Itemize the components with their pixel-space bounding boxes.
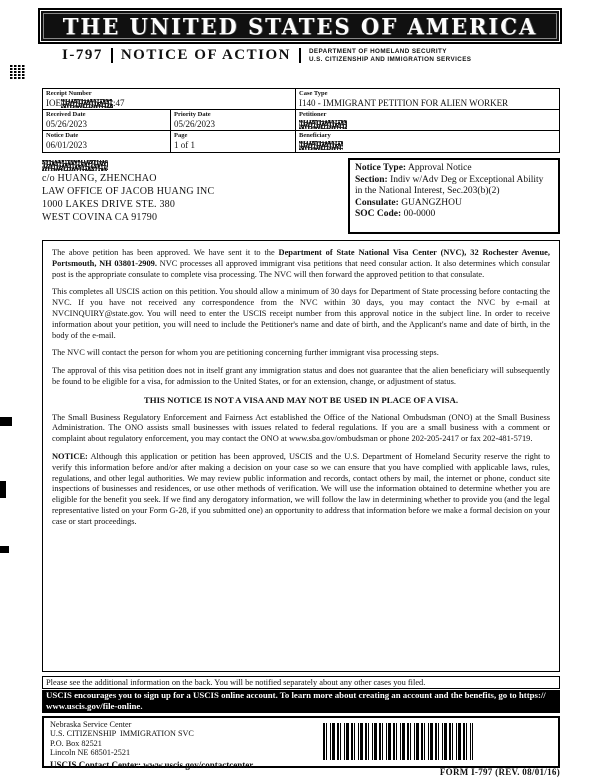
table-row	[43, 89, 559, 110]
form-revision-label: FORM I-797 (REV. 08/01/16)	[439, 767, 560, 777]
barcode	[323, 723, 473, 760]
visa-warning-line: THIS NOTICE IS NOT A VISA AND MAY NOT BE USED IN PLACE OF A VISA.	[143, 394, 459, 405]
receipt-prefix: IOE	[46, 98, 61, 108]
nvc-address-bold: Department of State National Visa Center (NVC), 32 Rochester Avenue, Portsmouth, NH 03801-2909.	[52, 248, 550, 268]
paragraph-text: The above petition has been approved. We have sent it to the	[52, 248, 279, 257]
case-type-label: Case Type	[299, 90, 328, 97]
beneficiary-cell	[296, 131, 559, 152]
receipt-number-value	[46, 98, 292, 109]
address-line: c/o HUANG, ZHENCHAO	[42, 173, 157, 184]
matrix-barcode-icon	[10, 64, 25, 79]
received-date-label: Received Date	[46, 111, 86, 118]
consulate-line	[355, 198, 553, 210]
usa-banner	[38, 8, 562, 44]
body-paragraph-6	[52, 452, 550, 528]
notice-date-cell	[43, 131, 171, 152]
notice-of-action-title: NOTICE OF ACTION	[120, 47, 291, 63]
priority-date-label: Priority Date	[174, 111, 211, 118]
online-bar-line1: USCIS encourages you to sign up for a USCIS online account. To learn more about creating an account and the benefits, go to https://	[46, 690, 546, 700]
redacted-recipient-name	[42, 159, 214, 172]
scan-artifact	[0, 417, 12, 426]
address-line: WEST COVINA CA 91790	[42, 212, 158, 223]
body-paragraph-3: The NVC will contact the person for whom you are petitioning concerning further immigrant visa processing steps.	[52, 348, 439, 358]
case-type-cell	[296, 89, 559, 109]
paragraph-text: Although this application or petition has been approved, USCIS and the U.S. Department of Homeland Security reserve the right to verify this information before and/or after making a decision on your case so we can ensure that you have complied with applicable laws, rules, regulations, and other legal authorities. We may review public information and records, contact others by mail, the internet or phone, conduct site inspections of businesses and residences, or use other methods of verification. We will use the information obtained to determine whether you are eligible for the benefit you seek. If we find any derogatory information, we will follow the law in determining whether to provide you (and the legal representative listed on your Form G-28, if you submitted one) an opportunity to address that information before we make a formal decision on your case or start proceedings.	[52, 451, 550, 526]
contact-center-url: www.uscis.gov/contactcenter	[143, 759, 254, 770]
priority-date-cell	[171, 110, 296, 130]
online-bar-line2: www.uscis.gov/file-online.	[46, 701, 143, 711]
soc-code-label: SOC Code:	[355, 209, 402, 219]
notice-type-value: Approval Notice	[407, 163, 472, 173]
page-label: Page	[174, 132, 188, 139]
dept-line1: DEPARTMENT OF HOMELAND SECURITY	[308, 48, 447, 55]
header-divider	[111, 48, 113, 63]
notice-type-box	[348, 158, 560, 234]
dept-line2: U.S. CITIZENSHIP AND IMMIGRATION SERVICES	[308, 56, 472, 63]
address-line: 1000 LAKES DRIVE STE. 380	[42, 199, 176, 210]
body-paragraph-1	[52, 248, 550, 280]
body-paragraph-2: This completes all USCIS action on this petition. You should allow a minimum of 30 days for Department of State processing before contacting the NVC. If you have not received any correspondence from the NVC within 30 days, you may contact the NVC by e-mail at NVCINQUIRY@state.gov. You will need to enter the USCIS receipt number from this approval notice in the subject line. In order to receive information about your petition, you will need to include the Petitioner's name and date of birth, and the Applicant's name and date of birth, in the body of the e-mail.	[52, 287, 550, 340]
petitioner-value	[299, 119, 556, 130]
city-line: Lincoln NE 68501-2521	[50, 748, 131, 758]
service-center-box	[42, 716, 560, 768]
redaction-mark	[42, 160, 108, 171]
notice-type-label: Notice Type:	[355, 163, 407, 173]
receipt-suffix: :47	[113, 98, 125, 108]
receipt-number-label: Receipt Number	[46, 90, 92, 97]
header-divider	[299, 48, 301, 63]
agency-name: U.S. CITIZENSHIP IMMIGRATION SVC	[50, 729, 194, 739]
beneficiary-label: Beneficiary	[299, 132, 331, 139]
notice-body-box	[42, 240, 560, 672]
banner-title: THE UNITED STATES OF AMERICA	[62, 12, 538, 40]
back-note-line: Please see the additional information on the back. You will be notified separately about any other cases you filed.	[42, 676, 560, 689]
scan-artifact	[0, 481, 6, 498]
po-box-line: P.O. Box 82521	[50, 738, 102, 748]
address-line: LAW OFFICE OF JACOB HUANG INC	[42, 186, 215, 197]
page-cell	[171, 131, 296, 152]
received-date-cell	[43, 110, 171, 130]
page-value: 1 of 1	[174, 140, 195, 150]
consulate-value: GUANGZHOU	[401, 197, 462, 208]
body-paragraph-5: The Small Business Regulatory Enforcement and Fairness Act established the Office of the National Ombudsman (ONO) at the Small Business Administration. The ONO assists small businesses with issues related to federal regulations. If you are a small business with a comment or complaint about regulatory enforcement, you may contact the ONO at www.sba.gov/ombudsman or phone 202-205-2417 or fax 202-481-5719.	[52, 412, 550, 444]
paragraph-text: NVC processes all approved immigrant visa petitions that need consular action. It also determines which consular post is the appropriate consulate to complete visa processing. The NVC will then forward the approved petition to that consulate.	[52, 258, 550, 279]
received-date-value: 05/26/2023	[46, 119, 88, 129]
beneficiary-value	[299, 140, 556, 151]
redaction-mark	[299, 120, 347, 129]
service-center-name: Nebraska Service Center	[50, 720, 132, 729]
section-line	[355, 175, 553, 198]
notice-date-label: Notice Date	[46, 132, 79, 139]
redaction-mark	[61, 99, 113, 108]
online-account-bar	[42, 690, 560, 713]
table-row	[43, 131, 559, 152]
redaction-mark	[299, 141, 343, 150]
scan-artifact	[0, 546, 9, 553]
mailing-address-block	[42, 159, 214, 224]
soc-code-line	[355, 209, 553, 221]
body-paragraph-4: The approval of this visa petition does not in itself grant any immigration status and does not guarantee that the alien beneficiary will subsequently be found to be eligible for a visa, for admission to the United States, or for an extension, change, or adjustment of status.	[52, 366, 550, 386]
case-data-table	[42, 88, 560, 153]
notice-date-value: 06/01/2023	[46, 140, 88, 150]
petitioner-cell	[296, 110, 559, 130]
receipt-number-cell	[43, 89, 296, 109]
section-label: Section:	[355, 174, 388, 185]
soc-code-value: 00-0000	[403, 209, 436, 219]
priority-date-value: 05/26/2023	[174, 119, 216, 129]
notice-bold-lead: NOTICE:	[52, 451, 88, 461]
consulate-label: Consulate:	[355, 197, 399, 208]
contact-center-label: USCIS Contact Center:	[50, 759, 141, 770]
notice-type-line	[355, 163, 553, 175]
section-value: Indiv w/Adv Deg or Exceptional Ability in the National Interest, Sec.203(b)(2)	[355, 174, 544, 196]
department-block	[309, 48, 471, 63]
petitioner-label: Petitioner	[299, 111, 327, 118]
form-number: I-797	[62, 47, 103, 63]
table-row	[43, 110, 559, 131]
form-header	[62, 47, 471, 64]
case-type-value: I140 - IMMIGRANT PETITION FOR ALIEN WORKER	[299, 98, 509, 108]
